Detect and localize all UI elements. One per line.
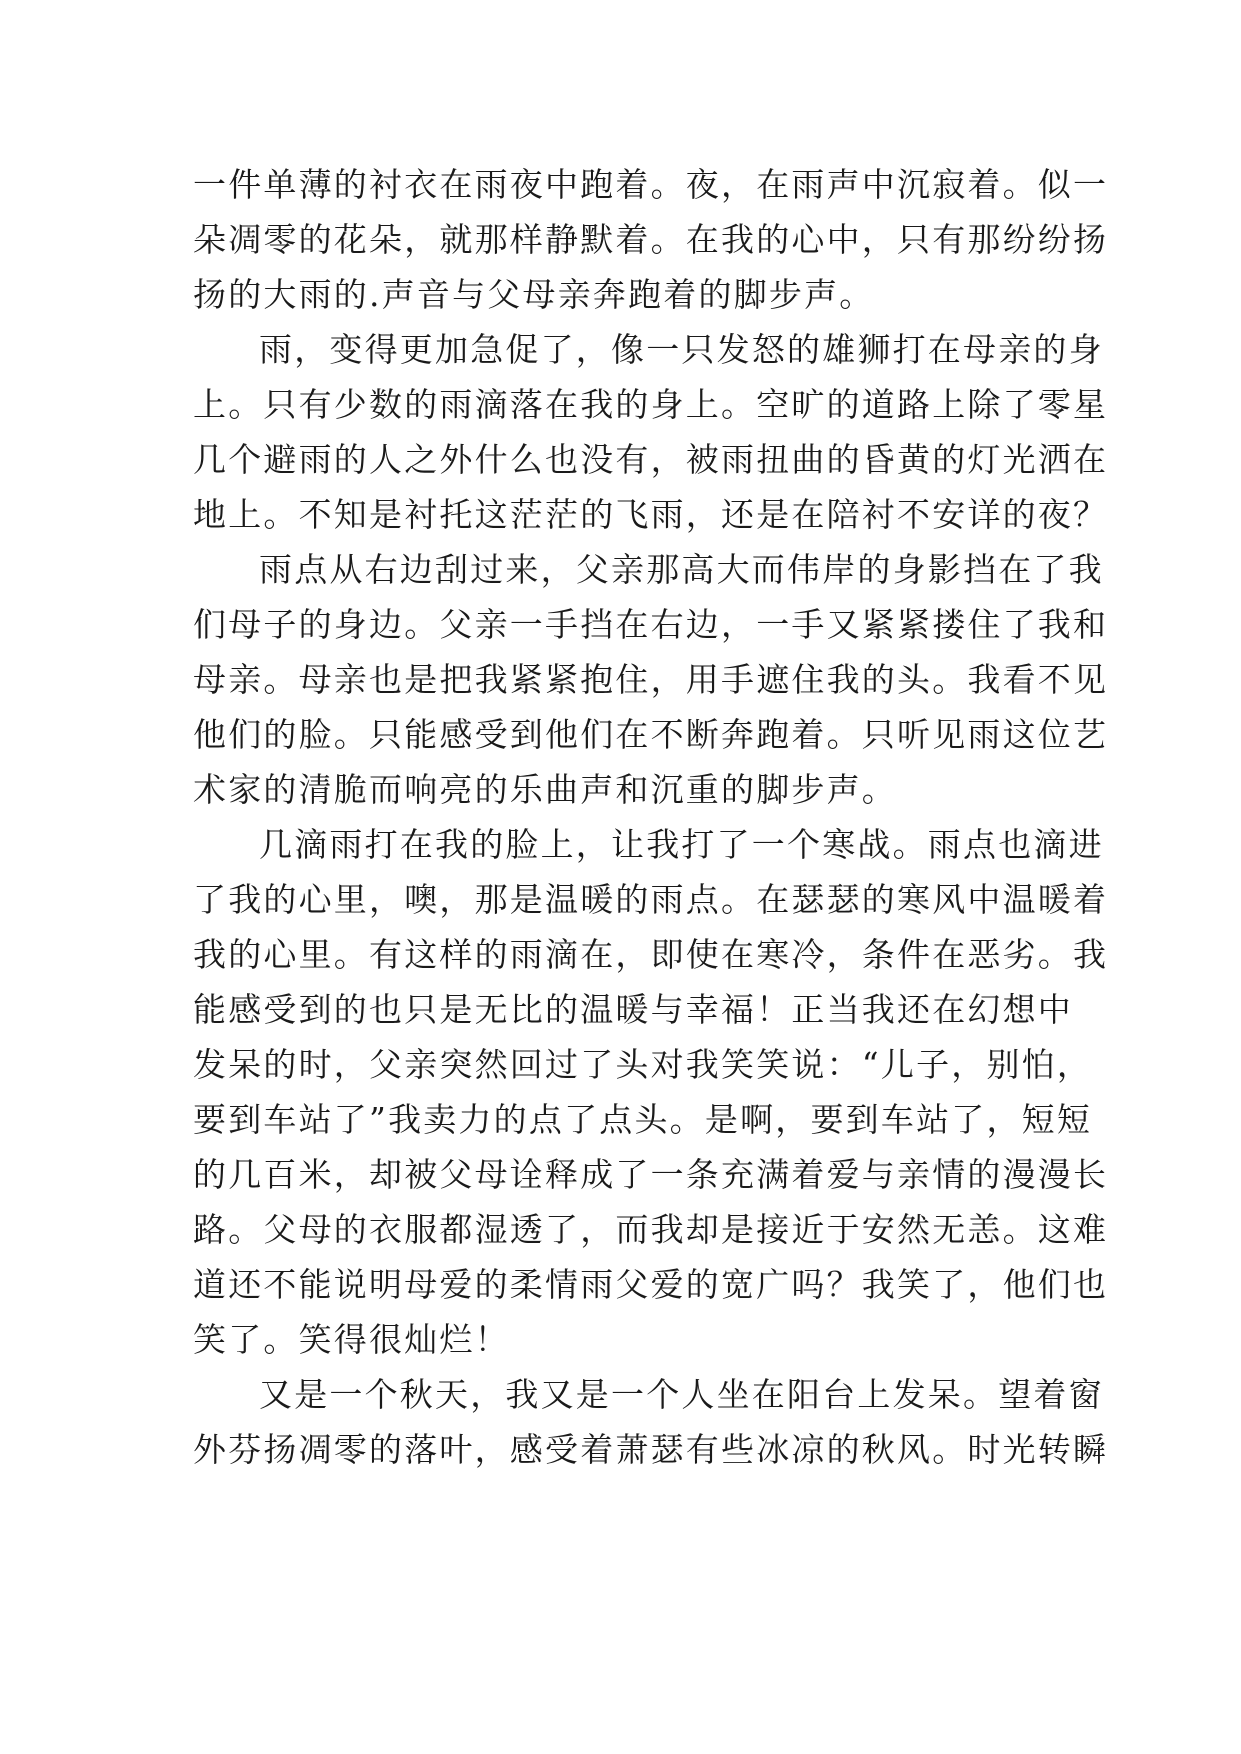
text-line: 要到车站了”我卖力的点了点头。是啊，要到车站了，短短: [193, 1100, 1093, 1139]
text-line: 的几百米，却被父母诠释成了一条充满着爱与亲情的漫漫长: [193, 1155, 1109, 1194]
text-line: 术家的清脆而响亮的乐曲声和沉重的脚步声。: [193, 770, 897, 809]
text-line: 外芬扬凋零的落叶，感受着萧瑟有些冰凉的秋风。时光转瞬: [193, 1430, 1109, 1469]
text-line: 上。只有少数的雨滴落在我的身上。空旷的道路上除了零星: [193, 385, 1109, 424]
text-line: 笑了。笑得很灿烂！: [193, 1320, 510, 1359]
text-line: 我的心里。有这样的雨滴在，即使在寒冷，条件在恶劣。我: [193, 935, 1109, 974]
text-line: 能感受到的也只是无比的温暖与幸福！正当我还在幻想中: [193, 990, 1073, 1029]
text-line: 们母子的身边。父亲一手挡在右边，一手又紧紧搂住了我和: [193, 605, 1109, 644]
text-line: 道还不能说明母爱的柔情雨父爱的宽广吗？我笑了，他们也: [193, 1265, 1109, 1304]
text-line: 他们的脸。只能感受到他们在不断奔跑着。只听见雨这位艺: [193, 715, 1109, 754]
text-line: 扬的大雨的.声音与父母亲奔跑着的脚步声。: [193, 275, 875, 314]
paragraph-start-line: 雨点从右边刮过来，父亲那高大而伟岸的身影挡在了我: [259, 550, 1104, 589]
text-line: 母亲。母亲也是把我紧紧抱住，用手遮住我的头。我看不见: [193, 660, 1109, 699]
text-line: 路。父母的衣服都湿透了，而我却是接近于安然无恙。这难: [193, 1210, 1109, 1249]
paragraph-start-line: 又是一个秋天，我又是一个人坐在阳台上发呆。望着窗: [259, 1375, 1104, 1414]
text-line: 了我的心里，噢，那是温暖的雨点。在瑟瑟的寒风中温暖着: [193, 880, 1109, 919]
text-line: 几个避雨的人之外什么也没有，被雨扭曲的昏黄的灯光洒在: [193, 440, 1109, 479]
text-line: 地上。不知是衬托这茫茫的飞雨，还是在陪衬不安详的夜？: [193, 495, 1109, 534]
text-line: 朵凋零的花朵，就那样静默着。在我的心中，只有那纷纷扬: [193, 220, 1109, 259]
text-line: 一件单薄的衬衣在雨夜中跑着。夜，在雨声中沉寂着。似一: [193, 165, 1109, 204]
text-line: 发呆的时，父亲突然回过了头对我笑笑说：“儿子，别怕，: [193, 1045, 1093, 1084]
paragraph-start-line: 雨，变得更加急促了，像一只发怒的雄狮打在母亲的身: [259, 330, 1104, 369]
paragraph-start-line: 几滴雨打在我的脸上，让我打了一个寒战。雨点也滴进: [259, 825, 1104, 864]
essay-body: [193, 157, 1109, 1477]
